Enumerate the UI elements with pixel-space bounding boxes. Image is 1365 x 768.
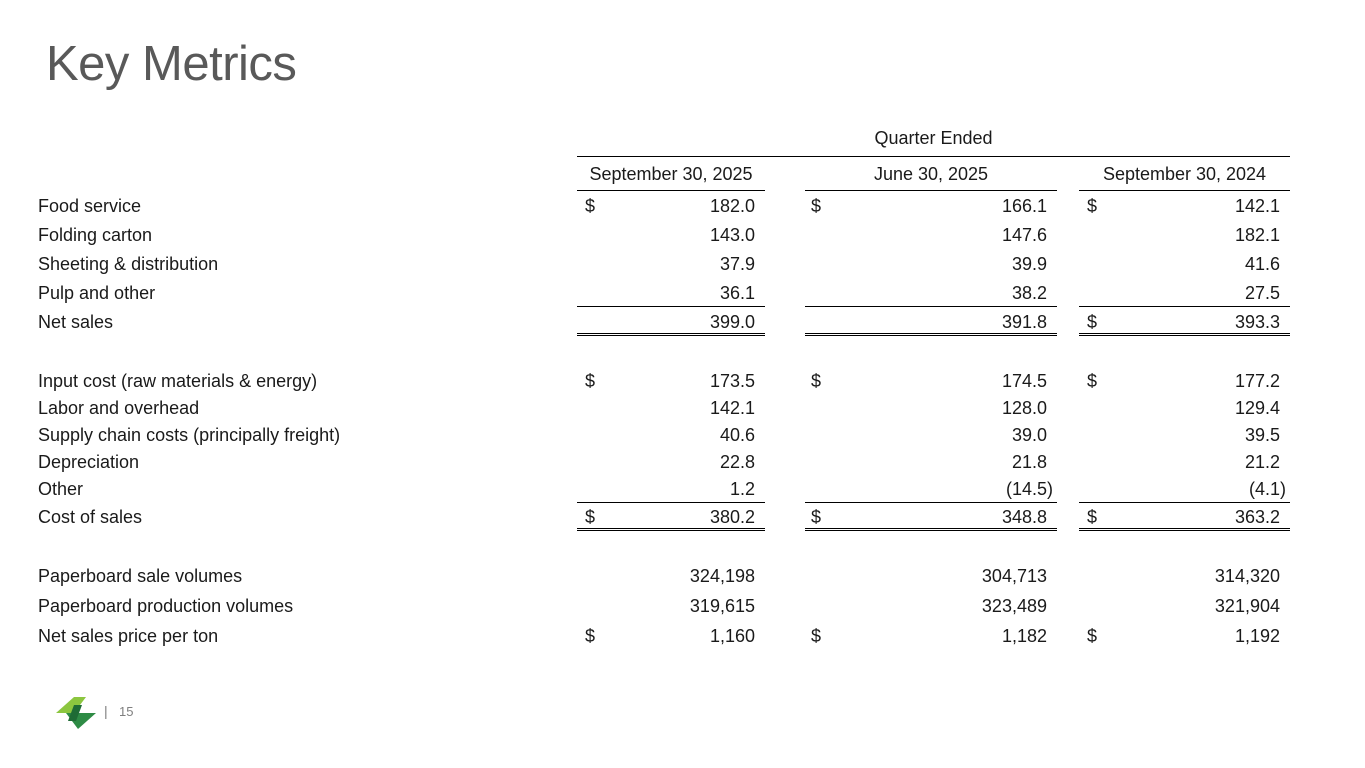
table-cell-value: 177.2 <box>1234 371 1280 391</box>
row-label: Supply chain costs (principally freight) <box>38 425 341 445</box>
pulp-subtotal-rule-3 <box>1079 306 1290 307</box>
table-cell-value: (4.1) <box>1248 479 1286 499</box>
other-subtotal-rule-3 <box>1079 502 1290 503</box>
table-cell-value: 1,182 <box>1001 626 1047 646</box>
table-cell-value: 1.2 <box>729 479 755 499</box>
table-cell-value: 319,615 <box>689 596 755 616</box>
cost-of-sales-total-rule-1 <box>577 528 765 531</box>
table-cell-value: 142.1 <box>1234 196 1280 216</box>
table-cell-value: 1,192 <box>1234 626 1280 646</box>
company-logo-icon <box>56 695 96 731</box>
currency-symbol: $ <box>811 371 822 391</box>
table-cell-value: 391.8 <box>1001 312 1047 332</box>
currency-symbol: $ <box>1087 626 1098 646</box>
row-label: Net sales <box>38 312 114 332</box>
currency-symbol: $ <box>1087 196 1098 216</box>
currency-symbol: $ <box>585 371 596 391</box>
table-cell-value: 22.8 <box>719 452 755 472</box>
net-sales-total-rule-2 <box>805 333 1057 336</box>
column-header-3: September 30, 2024 <box>1102 164 1267 184</box>
row-label: Other <box>38 479 84 499</box>
row-label: Pulp and other <box>38 283 156 303</box>
table-cell-value: 399.0 <box>709 312 755 332</box>
table-cell-value: 129.4 <box>1234 398 1280 418</box>
table-cell-value: 182.1 <box>1234 225 1280 245</box>
cost-of-sales-total-rule-2 <box>805 528 1057 531</box>
table-cell-value: 21.2 <box>1244 452 1280 472</box>
row-label: Net sales price per ton <box>38 626 219 646</box>
row-label: Paperboard sale volumes <box>38 566 243 586</box>
row-label: Paperboard production volumes <box>38 596 294 616</box>
row-label: Input cost (raw materials & energy) <box>38 371 318 391</box>
currency-symbol: $ <box>811 626 822 646</box>
currency-symbol: $ <box>585 507 596 527</box>
table-cell-value: 380.2 <box>709 507 755 527</box>
currency-symbol: $ <box>1087 371 1098 391</box>
table-cell-value: 21.8 <box>1011 452 1047 472</box>
row-label: Folding carton <box>38 225 153 245</box>
table-cell-value: 304,713 <box>981 566 1047 586</box>
table-cell-value: 393.3 <box>1234 312 1280 332</box>
table-cell-value: 1,160 <box>709 626 755 646</box>
table-cell-value: 128.0 <box>1001 398 1047 418</box>
table-cell-value: 348.8 <box>1001 507 1047 527</box>
table-cell-value: 166.1 <box>1001 196 1047 216</box>
column-header-2: June 30, 2025 <box>873 164 989 184</box>
table-cell-value: 142.1 <box>709 398 755 418</box>
net-sales-total-rule-1 <box>577 333 765 336</box>
row-label: Cost of sales <box>38 507 143 527</box>
cost-of-sales-total-rule-3 <box>1079 528 1290 531</box>
row-label: Sheeting & distribution <box>38 254 219 274</box>
pulp-subtotal-rule-2 <box>805 306 1057 307</box>
page-number: 15 <box>119 704 134 719</box>
row-label: Labor and overhead <box>38 398 200 418</box>
column-header-1: September 30, 2025 <box>589 164 753 184</box>
table-cell-value: (14.5) <box>1005 479 1053 499</box>
row-label: Depreciation <box>38 452 140 472</box>
pulp-subtotal-rule-1 <box>577 306 765 307</box>
currency-symbol: $ <box>811 196 822 216</box>
table-cell-value: 314,320 <box>1214 566 1280 586</box>
currency-symbol: $ <box>811 507 822 527</box>
table-cell-value: 324,198 <box>689 566 755 586</box>
other-subtotal-rule-2 <box>805 502 1057 503</box>
table-cell-value: 321,904 <box>1214 596 1280 616</box>
currency-symbol: $ <box>1087 507 1098 527</box>
net-sales-total-rule-3 <box>1079 333 1290 336</box>
table-cell-value: 40.6 <box>719 425 755 445</box>
table-cell-value: 323,489 <box>981 596 1047 616</box>
table-cell-value: 174.5 <box>1001 371 1047 391</box>
currency-symbol: $ <box>1087 312 1098 332</box>
column-header-rule-3 <box>1079 190 1290 191</box>
currency-symbol: $ <box>585 196 596 216</box>
table-cell-value: 38.2 <box>1011 283 1047 303</box>
table-cell-value: 147.6 <box>1001 225 1047 245</box>
table-cell-value: 39.0 <box>1011 425 1047 445</box>
row-label: Food service <box>38 196 142 216</box>
table-cell-value: 143.0 <box>709 225 755 245</box>
company-logo <box>56 695 96 731</box>
table-cell-value: 173.5 <box>709 371 755 391</box>
table-cell-value: 363.2 <box>1234 507 1280 527</box>
currency-symbol: $ <box>585 626 596 646</box>
header-group-rule <box>577 156 1290 157</box>
column-header-rule-1 <box>577 190 765 191</box>
other-subtotal-rule-1 <box>577 502 765 503</box>
table-cell-value: 27.5 <box>1244 283 1280 303</box>
table-cell-value: 39.5 <box>1244 425 1280 445</box>
header-group-label: Quarter Ended <box>874 128 993 148</box>
page-title: Key Metrics <box>46 37 297 91</box>
table-cell-value: 39.9 <box>1011 254 1047 274</box>
column-header-rule-2 <box>805 190 1057 191</box>
table-cell-value: 182.0 <box>709 196 755 216</box>
table-cell-value: 36.1 <box>719 283 755 303</box>
table-cell-value: 37.9 <box>719 254 755 274</box>
table-cell-value: 41.6 <box>1244 254 1280 274</box>
footer-separator: | <box>104 703 108 719</box>
